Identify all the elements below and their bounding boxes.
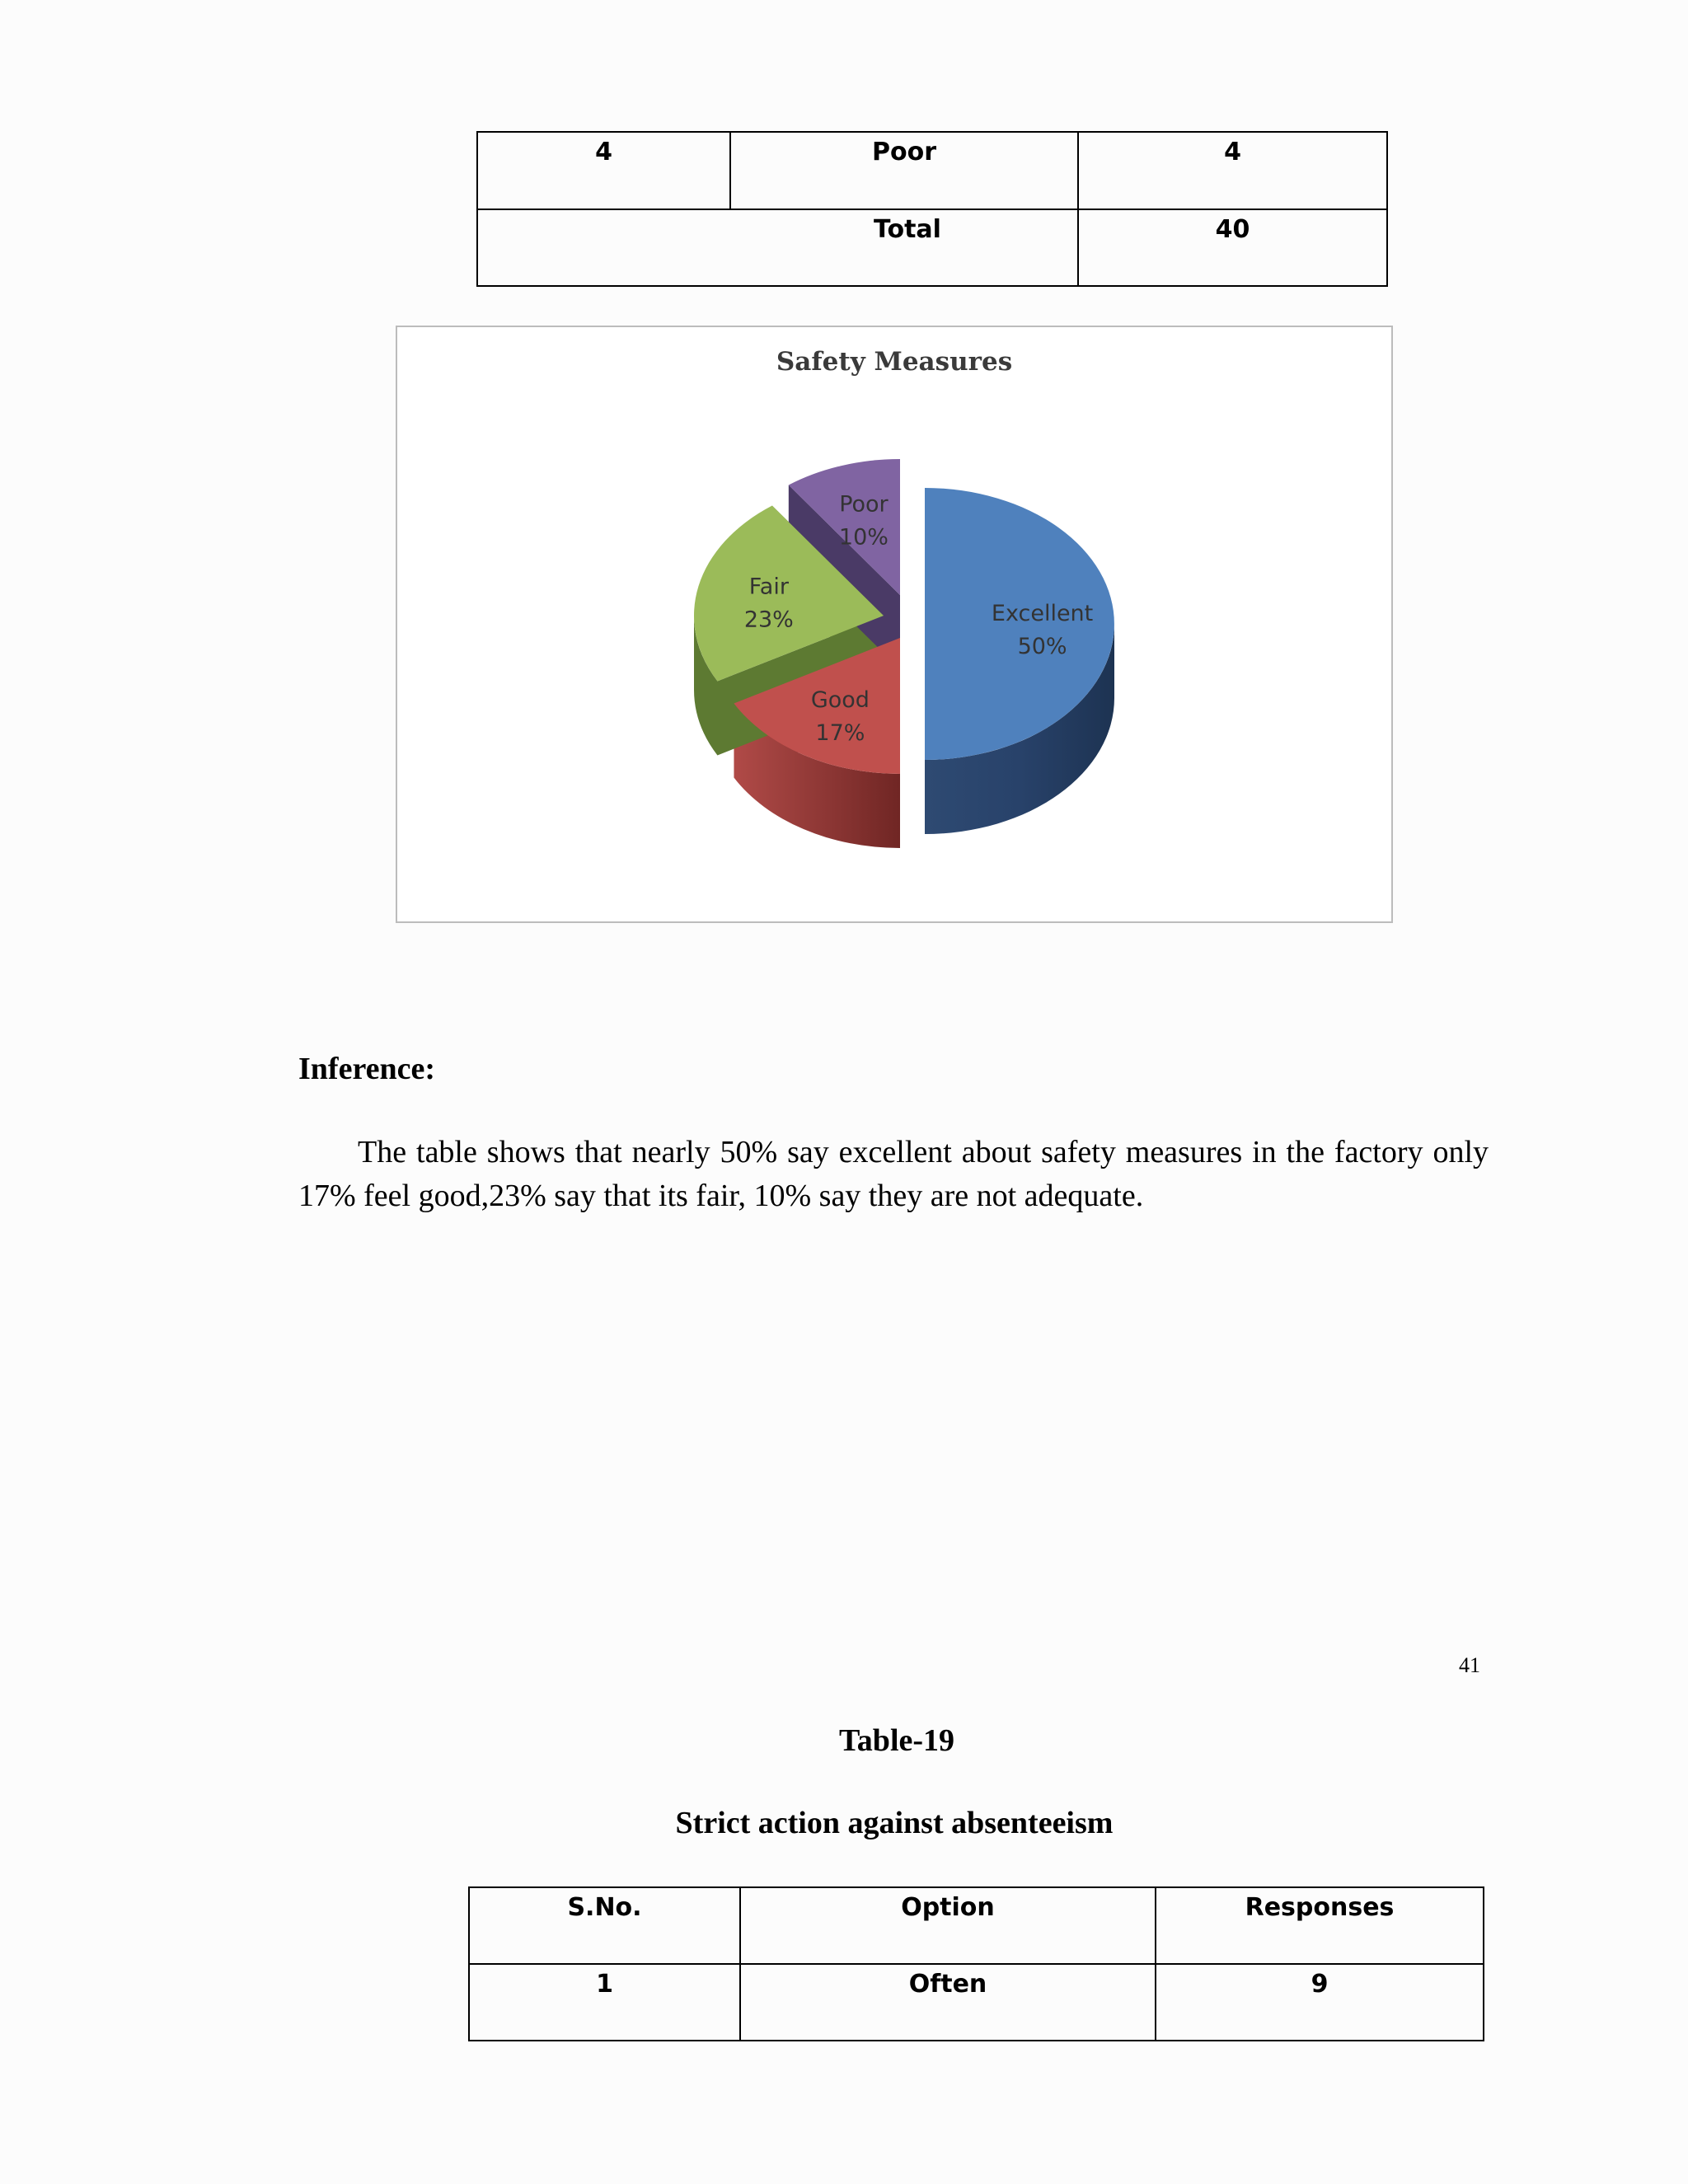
absenteeism-table [468, 1886, 1484, 2041]
pie-chart [396, 326, 1393, 923]
option-cell: Poor [730, 132, 1078, 209]
sno-cell: 1 [469, 1964, 740, 2041]
slice-value-excellent: 50% [1017, 634, 1067, 659]
page-number: 41 [1459, 1653, 1480, 1677]
header-sno: S.No. [469, 1887, 740, 1964]
slice-value-fair: 23% [743, 607, 794, 633]
table-header-row [469, 1887, 1484, 1964]
chart-title: Safety Measures [776, 347, 1013, 377]
header-option: Option [740, 1887, 1156, 1964]
responses-cell: 4 [1078, 132, 1387, 209]
slice-label-excellent: Excellent [991, 601, 1094, 626]
table-row [477, 132, 1387, 209]
slice-label-poor: Poor [839, 491, 889, 518]
sno-cell: 4 [477, 132, 730, 209]
total-row [477, 209, 1387, 286]
continued-table [476, 131, 1388, 287]
inference-heading: Inference: [298, 1052, 436, 1086]
responses-cell: 9 [1156, 1964, 1484, 2041]
total-value-cell: 40 [1078, 209, 1387, 286]
slice-value-poor: 10% [838, 524, 889, 551]
total-label: Total [874, 215, 941, 244]
table-subtitle: Strict action against absenteeism [675, 1806, 1114, 1840]
table-row [469, 1964, 1484, 2041]
table-title: Table-19 [838, 1723, 955, 1758]
inference-text: The table shows that nearly 50% say excellent about safety measures in the factory only 17% feel good,23% say that its fair, 10% say they are not adequate. [298, 1135, 1489, 1213]
total-label-cell [477, 209, 1078, 286]
pie-chart-canvas [397, 327, 1391, 921]
header-responses: Responses [1156, 1887, 1484, 1964]
slice-value-good: 17% [815, 720, 865, 747]
slice-label-fair: Fair [748, 574, 789, 600]
option-cell: Often [740, 1964, 1156, 2041]
pie-slices [694, 459, 1114, 848]
slice-label-good: Good [810, 687, 870, 714]
